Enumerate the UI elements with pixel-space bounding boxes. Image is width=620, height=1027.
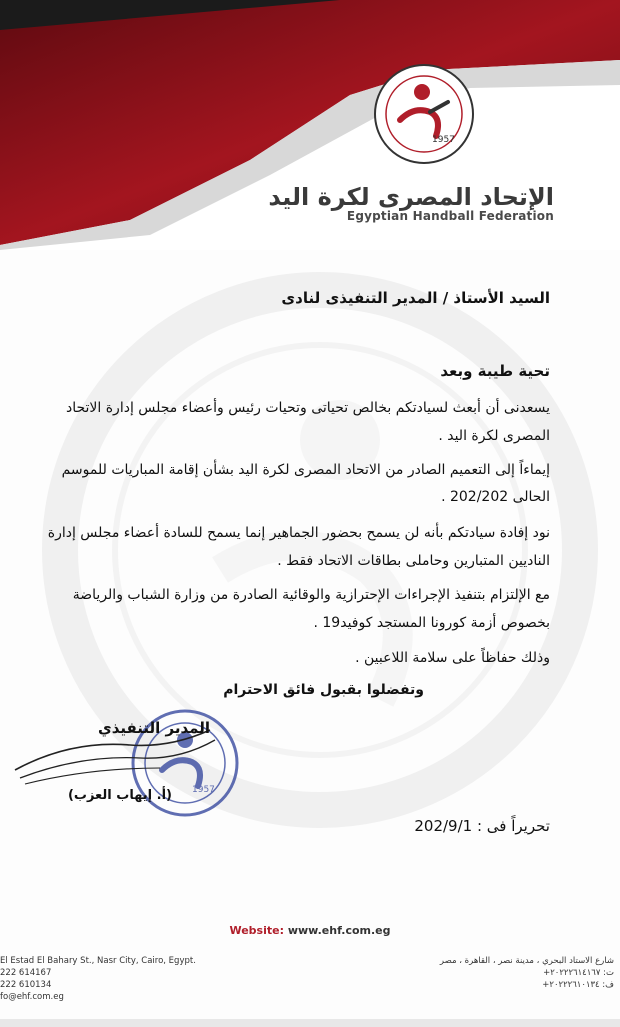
address-line: El Estad El Bahary St., Nasr City, Cairo, Egypt. [0, 956, 196, 966]
fax-line: 222 610134 [0, 980, 52, 990]
address-arabic [440, 955, 614, 991]
stamp-year: 1957 [192, 785, 215, 795]
body-line: وذلك حفاظاً على سلامة اللاعبين . [355, 650, 550, 666]
signatory-name: (أ. إيهاب العزب) [67, 788, 172, 803]
website-line [0, 924, 620, 937]
body-line: الناديين المتبارين وحاملى بطاقات الاتحاد فقط . [277, 553, 550, 569]
email-line: fo@ehf.com.eg [0, 992, 64, 1002]
logo-year: 1957 [432, 135, 455, 145]
letter-date: تحريراً فى : 202/9/1 [414, 817, 550, 835]
website-label: Website: [229, 924, 284, 937]
signatory-title: المدير التنفيذي [97, 719, 210, 737]
salutation: السيد الأستاذ / المدير التنفيذى لنادى [281, 289, 550, 307]
body-line: إيماءاً إلى التعميم الصادر من الاتحاد المصرى لكرة اليد بشأن إقامة المباريات للموسم [61, 462, 550, 478]
federation-logo [372, 62, 476, 166]
address-line: شارع الاستاد البحري ، مدينة نصر ، القاهرة ، مصر [439, 956, 614, 966]
address-english [0, 955, 196, 1003]
org-name-arabic: الإتحاد المصرى لكرة اليد [268, 183, 554, 211]
body-line: بخصوص أزمة كورونا المستجد كوفيد19 . [313, 615, 550, 631]
bottom-strip [0, 1019, 620, 1027]
logo-ball [414, 84, 430, 100]
body-line: مع الإلتزام بتنفيذ الإجراءات الإحترازية والوقائية الصادرة من وزارة الشباب والرياضة [72, 587, 550, 603]
closing-line: وتفضلوا بقبول فائق الاحترام [223, 682, 424, 698]
phone-line: ت: ٢٠٢٢٢٦١٤١٦٧+ [543, 968, 614, 978]
body-line: الحالى 202/202 . [441, 489, 550, 505]
org-name-english: Egyptian Handball Federation [346, 209, 554, 223]
phone-line: 222 614167 [0, 968, 52, 978]
greeting: تحية طيبة وبعد [440, 362, 550, 380]
fax-line: ف: ٢٠٢٢٢٦١٠١٣٤+ [542, 980, 614, 990]
body-line: يسعدنى أن أبعث لسيادتكم بخالص تحياتى وتحيات رئيس وأعضاء مجلس إدارة الاتحاد [65, 400, 550, 416]
body-line: المصرى لكرة اليد . [438, 428, 550, 444]
body-line: نود إفادة سيادتكم بأنه لن يسمح بحضور الجماهير إنما يسمح للسادة أعضاء مجلس إدارة [47, 525, 550, 541]
website-url[interactable]: www.ehf.com.eg [287, 924, 391, 937]
